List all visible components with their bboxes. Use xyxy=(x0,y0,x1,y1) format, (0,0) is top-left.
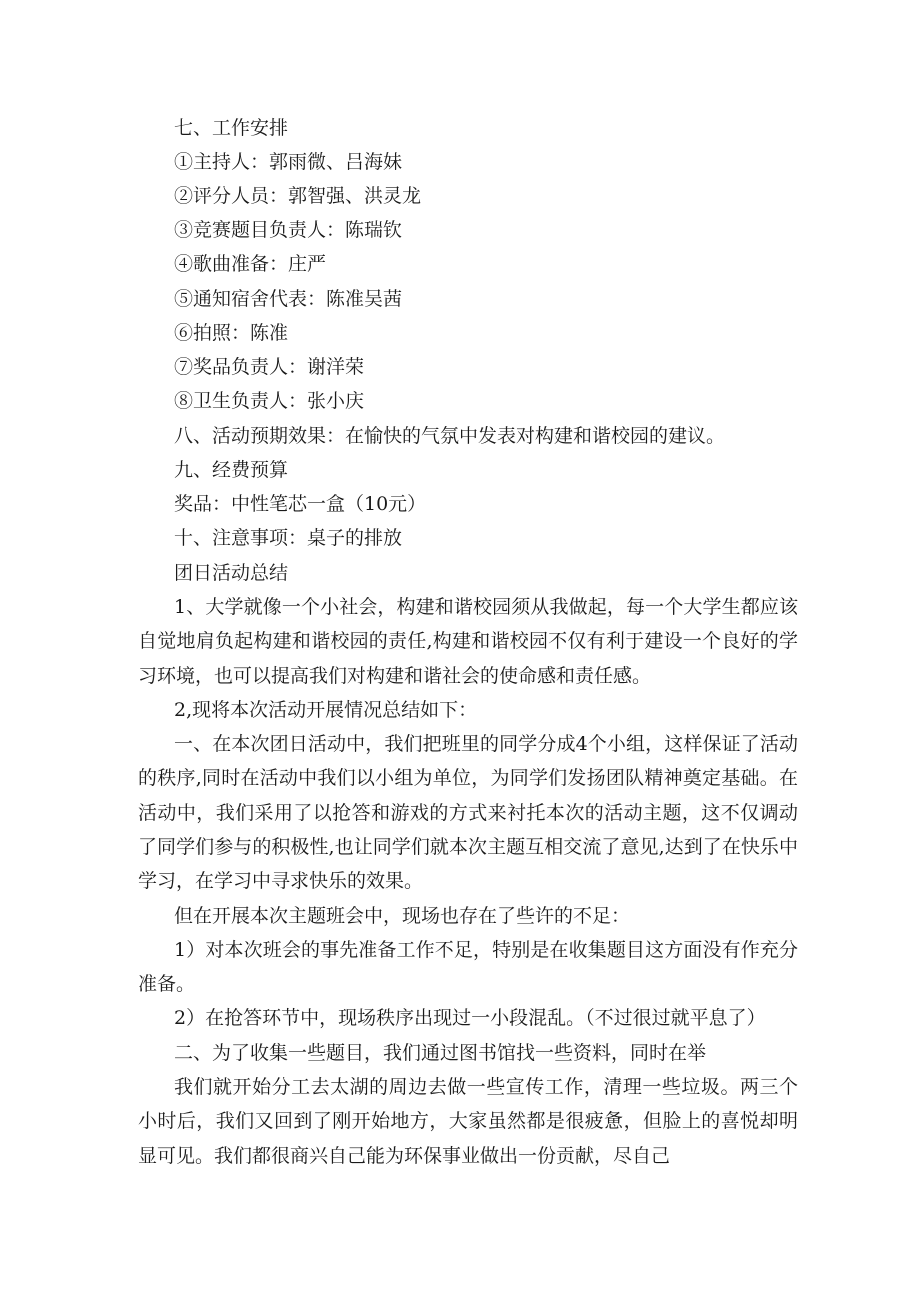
budget-item: 奖品：中性笔芯一盒（10元） xyxy=(174,493,427,515)
summary-title: 团日活动总结 xyxy=(174,562,289,584)
summary-paragraph: 2,现将本次活动开展情况总结如下： xyxy=(174,699,478,721)
section-heading-budget: 九、经费预算 xyxy=(174,459,289,481)
duty-item: ⑥拍照：陈准 xyxy=(174,322,289,344)
notes-line: 十、注意事项：桌子的排放 xyxy=(174,527,403,549)
summary-paragraph: 一、在本次团日活动中，我们把班里的同学分成4个小组，这样保证了活动的秩序,同时在活动中我们以小组为单位，为同学们发扬团队精神奠定基础。在活动中，我们采用了以抢答和游戏的方式来衬托本次的活动主题，这不仅调动了同学们参与的积极性,也让同学们就本次主题互相交流了意见,达到了在快乐中学习，在学习中寻求快乐的效果。 xyxy=(138,733,798,893)
summary-paragraph: 但在开展本次主题班会中，现场也存在了些许的不足： xyxy=(174,905,631,927)
duty-item: ④歌曲准备：庄严 xyxy=(174,253,327,275)
duty-item: ②评分人员：郭智强、洪灵龙 xyxy=(174,185,422,207)
summary-paragraph: 2）在抢答环节中，现场秩序出现过一小段混乱。（不过很过就平息了） xyxy=(174,1007,766,1029)
summary-paragraph: 二、为了收集一些题目，我们通过图书馆找一些资料，同时在举 xyxy=(174,1042,707,1064)
duty-item: ①主持人：郭雨微、吕海妹 xyxy=(174,151,403,173)
duty-item: ③竞赛题目负责人：陈瑞钦 xyxy=(174,219,403,241)
duty-item: ⑦奖品负责人：谢洋荣 xyxy=(174,356,365,378)
section-heading-work: 七、工作安排 xyxy=(174,117,289,139)
summary-paragraph: 1）对本次班会的事先准备工作不足，特别是在收集题目这方面没有作充分准备。 xyxy=(138,939,798,996)
duty-item: ⑤通知宿舍代表：陈准吴茜 xyxy=(174,288,403,310)
duty-item: ⑧卫生负责人：张小庆 xyxy=(174,390,365,412)
summary-paragraph: 1、大学就像一个小社会，构建和谐校园须从我做起，每一个大学生都应该自觉地肩负起构建和谐校园的责任,构建和谐校园不仅有利于建设一个良好的学习环境，也可以提高我们对构建和谐社会的使命感和责任感。 xyxy=(138,596,798,687)
expected-effect: 八、活动预期效果：在愉快的气氛中发表对构建和谐校园的建议。 xyxy=(174,425,726,447)
summary-paragraph: 我们就开始分工去太湖的周边去做一些宣传工作，清理一些垃圾。两三个小时后，我们又回到了刚开始地方，大家虽然都是很疲惫，但脸上的喜悦却明显可见。我们都很商兴自己能为环保事业做出一份贡献，尽自己 xyxy=(138,1076,798,1167)
